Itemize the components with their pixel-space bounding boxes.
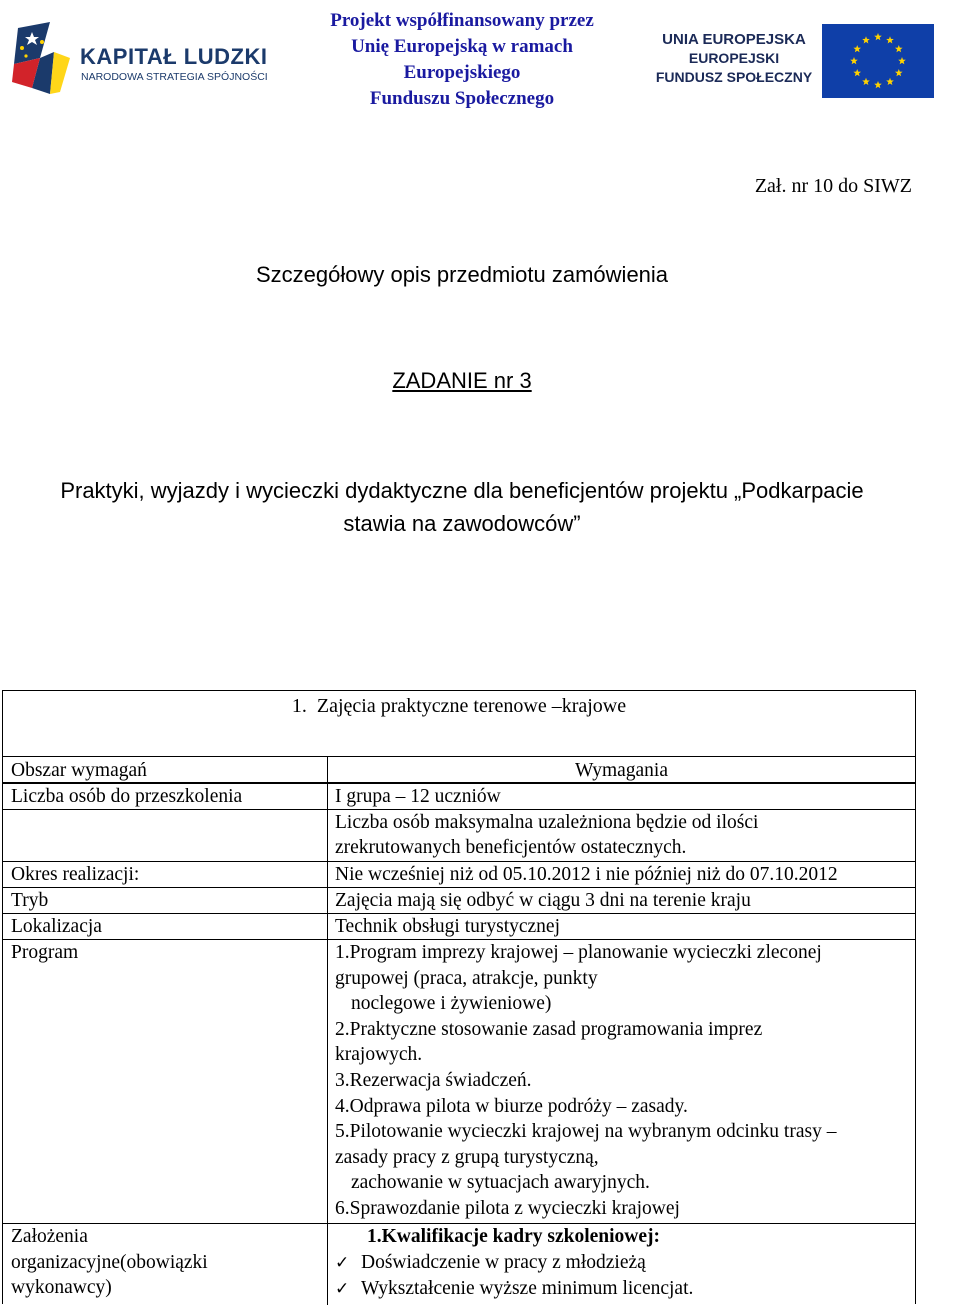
kapital-ludzki-title: KAPITAŁ LUDZKI (80, 44, 268, 69)
eu-logo-line: UNIA EUROPEJSKA (662, 31, 806, 48)
section-title-text: Zajęcia praktyczne terenowe –krajowe (316, 695, 627, 717)
eu-logo-line: EUROPEJSKI (688, 50, 780, 66)
row-value-mode: Zajęcia mają się odbyć w ciągu 3 dni na terenie kraju (335, 890, 751, 911)
label-line: wykonawcy) (11, 1277, 112, 1299)
value-line: I grupa – 12 uczniów (335, 786, 501, 807)
subject-line: stawia na zawodowców” (343, 511, 581, 536)
cofunding-line: Unię Europejską w ramach (351, 36, 573, 57)
checkmark-icon: ✓ (335, 1279, 350, 1300)
column-header-requirements: Wymagania (574, 760, 669, 781)
document-title: Szczegółowy opis przedmiotu zamówienia (255, 262, 669, 287)
kapital-ludzki-subtitle: NARODOWA STRATEGIA SPÓJNOŚCI (81, 71, 268, 83)
cofunding-statement (270, 8, 654, 112)
row-value-assumptions (335, 1224, 693, 1303)
qualification-text: Wykształcenie wyższe minimum licencjat. (361, 1278, 694, 1300)
eu-logo-text (654, 30, 814, 87)
eu-social-fund-logo (654, 22, 934, 102)
cofunding-line: Projekt współfinansowany przez (330, 10, 594, 31)
program-line: 6.Sprawozdanie pilota z wycieczki krajowej (335, 1197, 680, 1219)
program-line: zachowanie w sytuacjach awaryjnych. (351, 1172, 650, 1194)
row-value-program (335, 940, 836, 1222)
row-label-period: Okres realizacji: (11, 864, 140, 885)
program-line: krajowych. (335, 1044, 423, 1066)
program-line: 5.Pilotowanie wycieczki krajowej na wybranym odcinku trasy – (335, 1121, 837, 1143)
qualification-item (335, 1276, 693, 1303)
program-line: zasady pracy z grupą turystyczną, (335, 1146, 599, 1168)
program-line: noclegowe i żywieniowe) (351, 993, 552, 1015)
row-label-program: Program (11, 942, 79, 963)
row-value-location: Technik obsługi turystycznej (335, 916, 561, 937)
program-line: 1.Program imprezy krajowej – planowanie wycieczki zleconej (335, 942, 822, 963)
requirements-table (2, 690, 916, 1304)
kapital-ludzki-logo (10, 18, 268, 98)
task-number: ZADANIE nr 3 (392, 368, 532, 393)
column-header-area: Obszar wymagań (11, 760, 147, 781)
cofunding-line: Funduszu Społecznego (369, 88, 555, 109)
row-value-participants (335, 784, 758, 861)
cofunding-line: Europejskiego (403, 62, 521, 83)
section-number: 1. (291, 695, 307, 717)
subject-title (0, 474, 924, 540)
row-label-mode: Tryb (11, 890, 49, 911)
label-line: Założenia (11, 1226, 88, 1247)
row-label-participants: Liczba osób do przeszkolenia (11, 786, 243, 807)
value-line: Liczba osób maksymalna uzależniona będzie od ilości (335, 811, 759, 833)
program-line: grupowej (praca, atrakcje, punkty (335, 967, 598, 989)
value-line: zrekrutowanych beneficjentów ostatecznych. (335, 837, 687, 859)
column-divider (327, 757, 328, 1305)
annex-number: Zał. nr 10 do SIWZ (754, 175, 912, 197)
row-value-period: Nie wcześniej niż od 05.10.2012 i nie później niż do 07.10.2012 (335, 864, 838, 885)
qualification-text: Doświadczenie w pracy z młodzieżą (361, 1251, 646, 1273)
row-label-assumptions (11, 1224, 208, 1301)
subject-line: Praktyki, wyjazdy i wycieczki dydaktyczne dla beneficjentów projektu „Podkarpacie (60, 478, 864, 503)
label-line: organizacyjne(obowiązki (11, 1251, 208, 1273)
program-line: 4.Odprawa pilota w biurze podróży – zasady. (335, 1095, 688, 1117)
kapital-ludzki-emblem-icon (10, 18, 72, 98)
program-line: 2.Praktyczne stosowanie zasad programowania imprez (335, 1018, 763, 1040)
program-line: 3.Rezerwacja świadczeń. (335, 1069, 532, 1091)
section-title (3, 691, 915, 757)
qualifications-heading: 1.Kwalifikacje kadry szkoleniowej: (367, 1226, 661, 1247)
eu-flag-icon (822, 24, 934, 98)
row-label-location: Lokalizacja (11, 916, 102, 937)
checkmark-icon: ✓ (335, 1252, 350, 1273)
eu-logo-line: FUNDUSZ SPOŁECZNY (655, 69, 813, 85)
qualification-item (335, 1250, 693, 1277)
